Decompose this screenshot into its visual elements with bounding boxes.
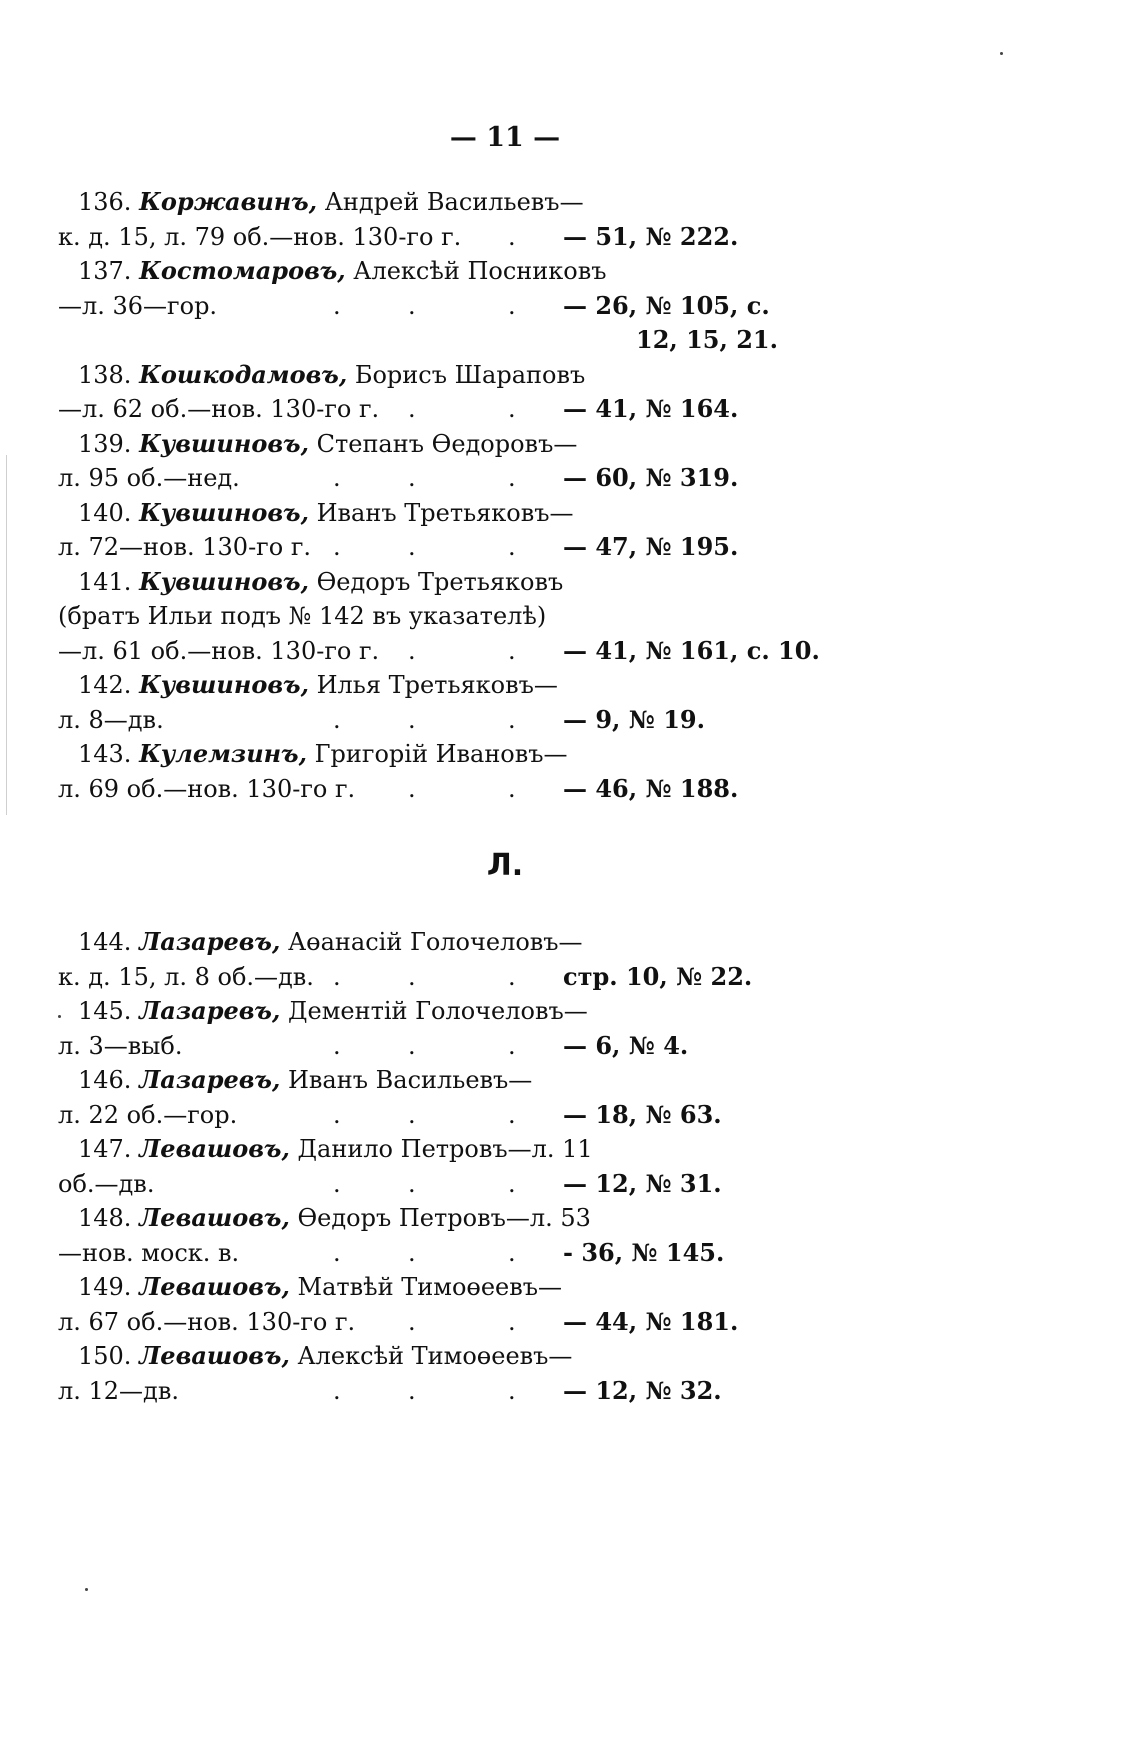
entry-surname: Кувшиновъ, [139,670,309,699]
entry-line-2 [58,289,770,324]
scan-speck [85,1588,88,1591]
entry-reference: — 12, № 31. [563,1168,722,1198]
entry-surname: Левашовъ, [139,1341,290,1370]
entry-number: 137. [78,257,132,285]
entry-source: л. 69 об.—нов. 130-го г. [58,774,356,803]
leader-dot: . [408,962,416,991]
entry-source: об.—дв. [58,1169,155,1198]
leader-dot: . [408,636,416,665]
entry-line-1 [58,925,758,960]
entry-name: Өедоръ Петровъ—л. 53 [297,1204,591,1232]
entry-line-2 [58,392,758,427]
leader-dot: . [508,1307,516,1336]
entry-heading [78,427,577,462]
index-entry [58,737,758,806]
entry-number: 150. [78,1342,132,1370]
entry-line-1 [58,994,758,1029]
entry-number: 141. [78,567,132,596]
entry-line-3 [58,323,778,358]
leader-dot: . [333,533,341,561]
entry-heading [78,668,558,703]
entry-surname: Кувшиновъ, [139,566,309,596]
entry-name: Данило Петровъ—л. 11 [297,1135,593,1163]
entry-reference: стр. 10, № 22. [563,961,753,991]
leader-dot: . [333,962,341,991]
entry-surname: Левашовъ, [139,1272,290,1301]
page-number: — 11 — [449,122,561,153]
entry-number: 143. [78,740,132,768]
entry-line-2 [58,1029,758,1064]
entry-number: 138. [78,360,132,389]
leader-dot: . [408,395,416,423]
entry-heading [78,994,588,1029]
index-entry [58,668,758,737]
entry-source: к. д. 15, л. 8 об.—дв. [58,962,314,991]
leader-dot: . [508,222,516,251]
entry-number: 146. [78,1066,132,1094]
section-heading: Л. [486,848,524,883]
entry-name: Григорій Ивановъ— [314,740,568,768]
entry-line-1 [58,185,758,220]
entry-reference: — 60, № 319. [563,463,739,492]
scan-speck [58,1015,61,1018]
entry-surname: Лазаревъ, [139,1065,281,1094]
entry-note: (братъ Ильи подъ № 142 въ указателѣ) [58,602,547,630]
leader-dot: . [408,1307,416,1336]
leader-dot: . [508,705,516,734]
index-entry [58,925,758,994]
leader-dot: . [508,962,516,991]
entry-reference: — 9, № 19. [563,704,705,734]
entry-line-2 [58,1374,758,1409]
entry-surname: Костомаровъ, [139,256,346,285]
index-entry [58,427,758,496]
entry-surname: Кошкодамовъ, [139,359,348,389]
entry-name: Степанъ Өедоровъ— [316,429,578,458]
leader-dot: . [333,1169,341,1198]
entry-heading [78,1339,572,1374]
leader-dot: . [508,774,516,803]
index-entry [58,1270,758,1339]
entry-name: Алексѣй Посниковъ [353,257,607,285]
leader-dot: . [408,774,416,803]
entry-surname: Левашовъ, [139,1134,290,1163]
leader-dot: . [508,1169,516,1198]
leader-dot: . [333,1238,341,1267]
entry-line-2 [58,530,758,565]
entry-source: л. 67 об.—нов. 130-го г. [58,1307,356,1336]
entry-line-2 [58,220,758,255]
entry-number: 136. [78,188,132,216]
entry-heading [78,1132,593,1167]
entry-surname: Лазаревъ, [139,996,281,1025]
entry-source: л. 3—выб. [58,1031,183,1060]
leader-dot: . [508,464,516,492]
entry-reference: - 36, № 145. [563,1237,725,1267]
entry-reference: — 51, № 222. [563,221,739,251]
entry-reference: — 18, № 63. [563,1099,722,1129]
leader-dot: . [408,1031,416,1060]
entry-name: Алексѣй Тимоөеевъ— [297,1342,573,1370]
entry-heading [78,1201,591,1236]
entry-line-2 [58,960,758,995]
entry-surname: Кувшиновъ, [139,428,309,458]
entry-heading [78,185,584,220]
entry-line-1 [58,358,758,393]
entry-reference: — 41, № 161, с. 10. [563,635,820,665]
entry-name: Илья Третьяковъ— [316,671,558,699]
entry-surname: Коржавинъ, [139,187,318,216]
entry-source: л. 22 об.—гор. [58,1100,238,1129]
entry-name: Иванъ Третьяковъ— [316,498,574,527]
margin-scan-mark [6,455,9,815]
leader-dot: . [408,1100,416,1129]
entry-heading [78,737,568,772]
entry-line-2 [58,1098,758,1133]
entry-source: л. 12—дв. [58,1376,179,1405]
entry-source: л. 72—нов. 130-го г. [58,533,312,561]
entry-name: Андрей Васильевъ— [324,188,584,216]
index-entry [58,358,758,427]
entry-number: 144. [78,928,132,956]
entry-line-1 [58,1201,758,1236]
entry-number: 149. [78,1273,132,1301]
index-entry [58,496,758,565]
entry-heading [78,496,574,531]
entry-reference: — 46, № 188. [563,773,739,803]
leader-dot: . [408,1169,416,1198]
entry-surname: Кулемзинъ, [139,739,307,768]
entry-line-1 [58,668,758,703]
index-entry [58,994,758,1063]
entry-name: Борисъ Шараповъ [354,360,586,389]
entry-heading [78,1063,532,1098]
entry-line-1 [58,1132,758,1167]
leader-dot: . [408,705,416,734]
index-entry [58,1063,758,1132]
leader-dot: . [508,533,516,561]
entry-name: Дементій Голочеловъ— [287,997,588,1025]
entry-line-2 [58,1167,758,1202]
leader-dot: . [408,464,416,492]
leader-dot: . [508,1376,516,1405]
entry-number: 148. [78,1204,132,1232]
entry-line-1 [58,254,758,289]
entry-heading [78,1270,562,1305]
entry-number: 140. [78,498,132,527]
leader-dot: . [508,291,516,320]
leader-dot: . [508,1238,516,1267]
entry-line-1 [58,1063,758,1098]
index-entry [58,1132,758,1201]
scan-speck [1000,52,1003,55]
entry-line-1 [58,737,758,772]
entry-surname: Левашовъ, [139,1203,290,1232]
leader-dot: . [333,705,341,734]
entry-name: Аөанасій Голочеловъ— [287,928,583,956]
entries-list-l [58,925,758,1408]
entry-number: 147. [78,1135,132,1163]
entry-line-2 [58,1236,758,1271]
leader-dot: . [508,395,516,423]
entry-reference-cont: 12, 15, 21. [636,325,778,354]
entry-reference: — 6, № 4. [563,1030,689,1060]
entry-line-2 [58,1305,758,1340]
leader-dot: . [333,464,341,492]
entry-name: Матвѣй Тимоөеевъ— [297,1273,563,1301]
leader-dot: . [508,1031,516,1060]
entry-source: —л. 62 об.—нов. 130-го г. [58,395,380,423]
entry-reference: — 47, № 195. [563,532,739,561]
entry-heading [78,358,585,393]
leader-dot: . [408,1238,416,1267]
index-entry [58,565,820,669]
index-entry [58,254,778,358]
entry-reference: — 12, № 32. [563,1375,722,1405]
entry-number: 145. [78,997,132,1025]
entry-surname: Кувшиновъ, [139,497,309,527]
leader-dot: . [333,1100,341,1129]
index-entry [58,1201,758,1270]
entry-number: 142. [78,671,132,699]
entry-line-2 [58,634,820,669]
leader-dot: . [508,636,516,665]
entry-reference: — 26, № 105, с. [563,290,770,320]
entry-line-1 [58,427,758,462]
entry-heading [78,565,563,600]
entries-list-k [58,185,820,806]
entry-source: л. 95 об.—нед. [58,464,240,492]
leader-dot: . [508,1100,516,1129]
entry-line-extra [58,599,758,634]
entry-line-2 [58,703,758,738]
entry-line-1 [58,496,758,531]
entry-source: —л. 61 об.—нов. 130-го г. [58,636,380,665]
entry-source: —нов. моск. в. [58,1238,240,1267]
entry-line-1 [58,565,758,600]
entry-source: л. 8—дв. [58,705,164,734]
index-entry [58,1339,758,1408]
entry-name: Иванъ Васильевъ— [287,1066,533,1094]
entry-name: Өедоръ Третьяковъ [316,567,564,596]
leader-dot: . [408,533,416,561]
leader-dot: . [408,1376,416,1405]
entry-reference: — 44, № 181. [563,1306,739,1336]
leader-dot: . [333,291,341,320]
entry-reference: — 41, № 164. [563,394,739,423]
entry-line-1 [58,1270,758,1305]
entry-surname: Лазаревъ, [139,927,281,956]
entry-number: 139. [78,429,132,458]
leader-dot: . [333,1376,341,1405]
entry-line-2 [58,772,758,807]
leader-dot: . [333,1031,341,1060]
entry-heading [78,254,607,289]
entry-source: —л. 36—гор. [58,291,218,320]
entry-line-2 [58,461,758,496]
entry-line-1 [58,1339,758,1374]
entry-source: к. д. 15, л. 79 об.—нов. 130-го г. [58,222,462,251]
leader-dot: . [408,291,416,320]
entry-heading [78,925,583,960]
index-entry [58,185,758,254]
